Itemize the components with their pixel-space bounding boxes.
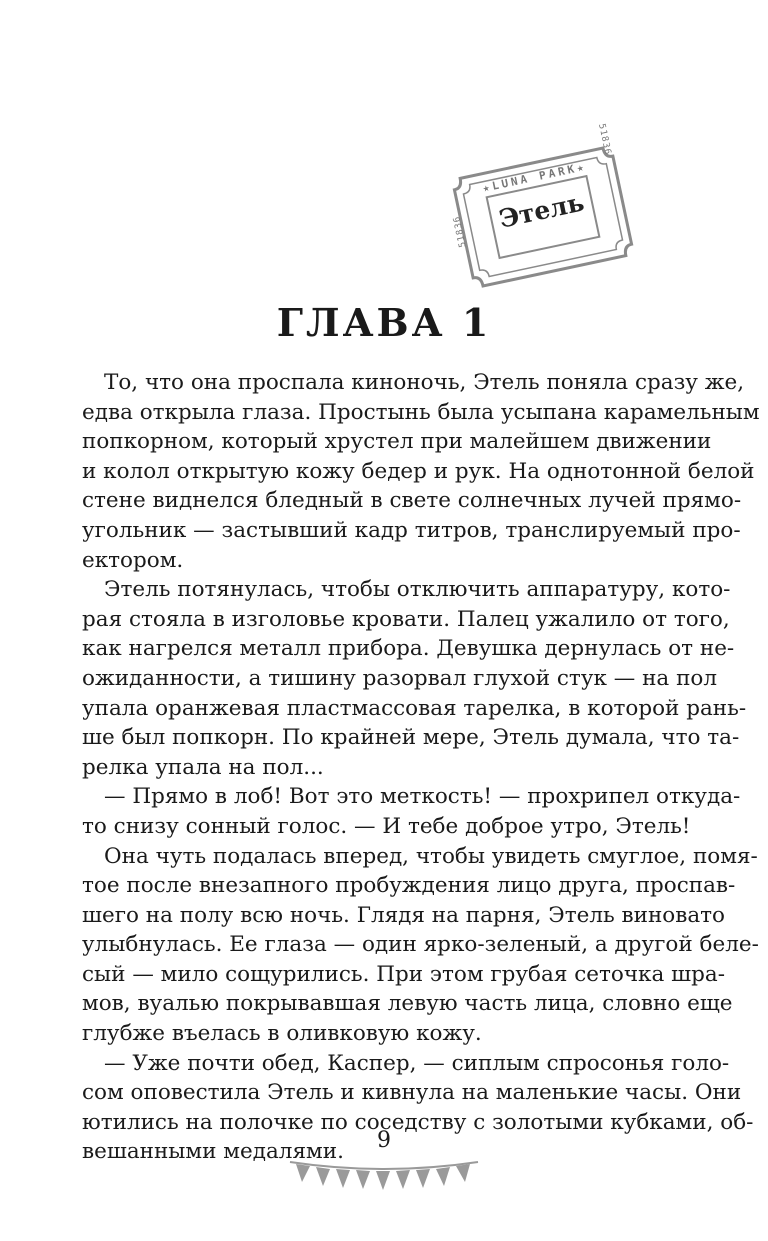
text-line: то снизу сонный голос. — И тебе доброе утро, Этель! — [82, 813, 691, 839]
ticket-number-left: 51836 — [451, 214, 469, 249]
page-number: 9 — [377, 1128, 391, 1153]
text-line: глубже въелась в оливковую кожу. — [82, 1021, 482, 1047]
chapter-text — [82, 368, 760, 1167]
text-line: релка упала на пол... — [82, 754, 324, 780]
text-line: сый — мило сощурились. При этом грубая сеточка шра- — [82, 961, 725, 987]
text-line: — Прямо в лоб! Вот это меткость! — прохрипел откуда- — [104, 784, 741, 810]
text-line: ектором. — [82, 547, 184, 573]
text-line: ожиданности, а тишину разорвал глухой стук — на пол — [82, 665, 717, 691]
ticket-brand-text: ★LUNA PARK★ — [481, 160, 588, 195]
text-line: и колол открытую кожу бедер и рук. На однотонной белой — [82, 458, 755, 484]
text-line: как нагрелся металл прибора. Девушка дернулась от не- — [82, 636, 735, 662]
text-line: попкорном, который хрустел при малейшем движении — [82, 429, 712, 455]
text-line: упала оранжевая пластмассовая тарелка, в которой рань- — [82, 695, 747, 721]
ticket-stamp — [448, 122, 639, 293]
text-line: То, что она проспала киноночь, Этель поняла сразу же, — [104, 370, 745, 395]
text-line: угольник — застывший кадр титров, транслируемый про- — [82, 517, 741, 543]
text-line: улыбнулась. Ее глаза — один ярко-зеленый, а другой беле- — [82, 932, 759, 958]
ticket-number-right: 51836 — [596, 122, 613, 157]
text-line: — Уже почти обед, Каспер, — сиплым спросонья голо- — [104, 1050, 730, 1076]
text-line: ютились на полочке по соседству с золотыми кубками, об- — [82, 1109, 754, 1135]
text-line: рая стояла в изголовье кровати. Палец ужалило от того, — [82, 606, 730, 632]
text-line: стене виднелся бледный в свете солнечных лучей прямо- — [82, 488, 742, 514]
bunting-icon — [288, 1158, 480, 1194]
text-line: ше был попкорн. По крайней мере, Этель думала, что та- — [82, 725, 740, 751]
ticket-name-label: Этель — [496, 187, 587, 234]
chapter-title: ГЛАВА 1 — [276, 300, 492, 345]
text-line: тое после внезапного пробуждения лицо друга, проспав- — [82, 873, 736, 899]
text-line: шего на полу всю ночь. Глядя на парня, Этель виновато — [82, 902, 725, 928]
text-line: мов, вуалью покрывавшая левую часть лица, словно еще — [82, 991, 733, 1017]
text-line: вешанными медалями. — [82, 1139, 344, 1165]
text-line: Она чуть подалась вперед, чтобы увидеть смуглое, помя- — [104, 843, 758, 869]
text-line: едва открыла глаза. Простынь была усыпана карамельным — [82, 399, 760, 425]
text-line: Этель потянулась, чтобы отключить аппаратуру, кото- — [104, 577, 731, 603]
text-line: сом оповестила Этель и кивнула на маленькие часы. Они — [82, 1080, 742, 1106]
